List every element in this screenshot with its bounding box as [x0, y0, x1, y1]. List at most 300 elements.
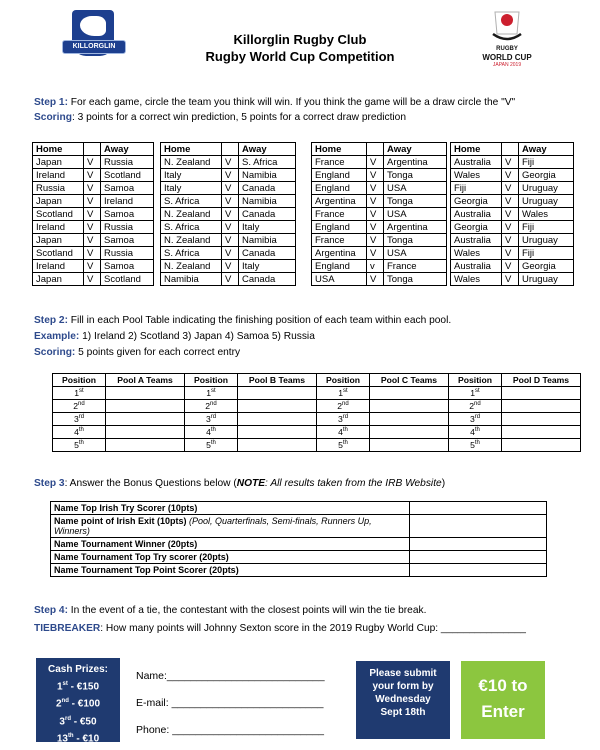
example-text: 1) Ireland 2) Scotland 3) Japan 4) Samoa 5) Russia [79, 331, 315, 342]
vs-marker[interactable]: V [222, 234, 239, 247]
away-team[interactable]: USA [384, 182, 447, 195]
prize-item [36, 729, 120, 746]
match-row [161, 208, 296, 221]
away-header: Away [101, 143, 154, 156]
away-team[interactable]: Italy [239, 221, 296, 234]
position-cell [449, 426, 502, 439]
vs-marker[interactable]: V [84, 221, 101, 234]
away-team[interactable]: Samoa [101, 182, 154, 195]
vs-header [502, 143, 519, 156]
vs-marker[interactable]: V [222, 273, 239, 286]
home-team[interactable]: S. Africa [161, 247, 222, 260]
bonus-answer-cell[interactable] [410, 502, 547, 515]
away-team[interactable]: USA [384, 208, 447, 221]
prize-rank-suffix: nd [61, 698, 69, 705]
match-row [312, 169, 447, 182]
rwc-logo-line3: JAPAN 2019 [492, 62, 522, 68]
away-header: Away [384, 143, 447, 156]
away-team[interactable]: Namibia [239, 195, 296, 208]
home-team[interactable]: Australia [451, 156, 502, 169]
away-team[interactable]: Tonga [384, 195, 447, 208]
entry-fee-line-2: Enter [481, 702, 525, 721]
home-team[interactable]: S. Africa [161, 195, 222, 208]
home-team[interactable]: Italy [161, 169, 222, 182]
step1-label: Step 1: [34, 97, 68, 108]
vs-marker[interactable]: V [367, 156, 384, 169]
prize-list [36, 677, 120, 746]
match-row [161, 273, 296, 286]
match-row [33, 247, 154, 260]
step2-text [34, 315, 451, 326]
vs-marker[interactable]: V [222, 169, 239, 182]
team-entry-cell[interactable] [370, 387, 449, 400]
pool-header: Pool A Teams [106, 374, 185, 387]
match-row [451, 156, 574, 169]
position-number: 2 [205, 401, 211, 411]
bonus-question-text: Name Tournament Winner (20pts) [54, 539, 198, 549]
vs-marker[interactable]: V [367, 221, 384, 234]
team-entry-cell[interactable] [370, 426, 449, 439]
home-team[interactable]: Italy [161, 182, 222, 195]
position-header: Position [53, 374, 106, 387]
team-entry-cell[interactable] [502, 426, 581, 439]
away-team[interactable]: Ireland [101, 195, 154, 208]
pool-header: Pool B Teams [238, 374, 317, 387]
position-suffix: st [79, 388, 84, 395]
vs-marker[interactable]: V [502, 195, 519, 208]
position-cell [53, 400, 106, 413]
position-cell [185, 426, 238, 439]
team-entry-cell[interactable] [106, 413, 185, 426]
position-cell [53, 426, 106, 439]
position-cell [449, 413, 502, 426]
position-cell [185, 400, 238, 413]
team-entry-cell[interactable] [238, 413, 317, 426]
match-table-2-wrap [160, 142, 296, 286]
bonus-question [51, 515, 410, 538]
match-row [451, 260, 574, 273]
home-team[interactable]: France [312, 208, 367, 221]
match-row [312, 234, 447, 247]
position-number: 3 [205, 414, 211, 424]
prize-rank: 2 [55, 698, 62, 710]
away-team[interactable]: Russia [101, 156, 154, 169]
position-suffix: rd [474, 414, 481, 421]
cash-prizes-title: Cash Prizes: [47, 664, 109, 675]
away-team[interactable]: Scotland [101, 169, 154, 182]
home-team[interactable]: N. Zealand [161, 260, 222, 273]
vs-marker[interactable]: V [84, 260, 101, 273]
home-team[interactable]: S. Africa [161, 221, 222, 234]
vs-marker[interactable]: V [222, 247, 239, 260]
team-entry-cell[interactable] [502, 400, 581, 413]
away-team[interactable]: Canada [239, 247, 296, 260]
step2-scoring-label: Scoring: [34, 347, 76, 358]
vs-marker[interactable]: V [502, 273, 519, 286]
position-suffix: th [78, 427, 84, 434]
vs-marker[interactable]: V [222, 182, 239, 195]
vs-marker[interactable]: V [222, 208, 239, 221]
match-row [451, 247, 574, 260]
home-team[interactable]: England [312, 221, 367, 234]
step2-example [34, 331, 315, 342]
position-number: 1 [470, 388, 476, 398]
vs-marker[interactable]: V [502, 247, 519, 260]
vs-marker[interactable]: V [84, 208, 101, 221]
away-team[interactable]: Fiji [519, 221, 574, 234]
bonus-row [51, 515, 547, 538]
match-row [451, 169, 574, 182]
home-team[interactable]: Ireland [33, 260, 84, 273]
vs-marker[interactable]: V [367, 169, 384, 182]
pool-row [53, 387, 581, 400]
note-text: : All results taken from the IRB Website [265, 478, 442, 489]
tiebreaker [34, 623, 526, 634]
away-team[interactable]: Uruguay [519, 182, 574, 195]
away-team[interactable]: Canada [239, 182, 296, 195]
vs-marker[interactable]: V [84, 169, 101, 182]
vs-marker[interactable]: V [84, 195, 101, 208]
away-team[interactable]: Fiji [519, 156, 574, 169]
match-row [33, 169, 154, 182]
bonus-question [51, 551, 410, 564]
submit-line-3: Wednesday [375, 694, 431, 705]
position-suffix: st [211, 388, 216, 395]
match-table-4-wrap [450, 142, 574, 286]
away-team[interactable]: Tonga [384, 169, 447, 182]
team-entry-cell[interactable] [106, 439, 185, 452]
match-row [161, 221, 296, 234]
team-entry-cell[interactable] [238, 387, 317, 400]
home-team[interactable]: England [312, 169, 367, 182]
away-team[interactable]: Wales [519, 208, 574, 221]
home-team[interactable]: Russia [33, 182, 84, 195]
vs-marker[interactable]: V [502, 156, 519, 169]
bonus-answer-cell[interactable] [410, 538, 547, 551]
vs-marker[interactable]: V [367, 182, 384, 195]
position-number: 1 [338, 388, 344, 398]
position-number: 2 [73, 401, 79, 411]
match-row [312, 156, 447, 169]
team-entry-cell[interactable] [106, 387, 185, 400]
home-team[interactable]: Ireland [33, 169, 84, 182]
away-team[interactable]: USA [384, 247, 447, 260]
away-team[interactable]: Tonga [384, 234, 447, 247]
home-team[interactable]: Ireland [33, 221, 84, 234]
away-team[interactable]: Canada [239, 273, 296, 286]
pool-row [53, 400, 581, 413]
vs-marker[interactable]: V [222, 221, 239, 234]
home-team[interactable]: N. Zealand [161, 234, 222, 247]
position-number: 4 [206, 427, 211, 437]
match-row [161, 247, 296, 260]
position-number: 3 [337, 414, 343, 424]
away-team[interactable]: Argentina [384, 221, 447, 234]
away-header: Away [519, 143, 574, 156]
step3-text-a: : Answer the Bonus Questions below ( [64, 478, 237, 489]
home-team[interactable]: Argentina [312, 247, 367, 260]
away-team[interactable]: Samoa [101, 260, 154, 273]
team-entry-cell[interactable] [238, 439, 317, 452]
away-team[interactable]: Georgia [519, 169, 574, 182]
team-entry-cell[interactable] [502, 439, 581, 452]
home-team[interactable]: Japan [33, 156, 84, 169]
home-team[interactable]: Australia [451, 234, 502, 247]
bonus-question-hint: (Pool, Quarterfinals, Semi-finals, Runners Up, Winners) [54, 516, 372, 536]
position-suffix: rd [342, 414, 349, 421]
position-suffix: nd [210, 401, 217, 408]
bonus-row [51, 538, 547, 551]
vs-marker[interactable]: V [502, 182, 519, 195]
bonus-question [51, 564, 410, 577]
home-team[interactable]: Australia [451, 208, 502, 221]
home-header: Home [161, 143, 222, 156]
position-number: 5 [470, 440, 475, 450]
home-team[interactable]: Scotland [33, 247, 84, 260]
home-team[interactable]: France [312, 156, 367, 169]
rwc-logo-line2: WORLD CUP [482, 53, 532, 62]
home-team[interactable]: Japan [33, 273, 84, 286]
home-team[interactable]: France [312, 234, 367, 247]
match-row [161, 156, 296, 169]
position-suffix: nd [474, 401, 481, 408]
match-row [312, 195, 447, 208]
note-label: NOTE [236, 478, 266, 489]
team-entry-cell[interactable] [370, 413, 449, 426]
bonus-question [51, 538, 410, 551]
position-suffix: th [210, 440, 216, 447]
match-row [312, 273, 447, 286]
bonus-question [51, 502, 410, 515]
position-cell [185, 413, 238, 426]
vs-marker[interactable]: V [222, 156, 239, 169]
match-row [312, 182, 447, 195]
away-team[interactable]: Namibia [239, 234, 296, 247]
team-entry-cell[interactable] [502, 413, 581, 426]
away-team[interactable]: Italy [239, 260, 296, 273]
home-team[interactable]: Namibia [161, 273, 222, 286]
home-team[interactable]: Georgia [451, 195, 502, 208]
match-row [161, 234, 296, 247]
away-team[interactable]: Samoa [101, 208, 154, 221]
prize-amount: - €50 [70, 715, 97, 727]
position-cell [449, 439, 502, 452]
home-team[interactable]: England [312, 182, 367, 195]
match-row [161, 169, 296, 182]
vs-header [84, 143, 101, 156]
phone-field[interactable]: Phone: __________________________ [136, 724, 325, 736]
team-entry-cell[interactable] [106, 400, 185, 413]
away-team[interactable]: Russia [101, 247, 154, 260]
match-row [312, 221, 447, 234]
match-table-pool-b [160, 142, 296, 286]
step1-scoring [34, 112, 406, 123]
vs-marker[interactable]: V [502, 234, 519, 247]
step1-scoring-text: : 3 points for a correct win prediction, 5 points for a correct draw prediction [71, 112, 407, 123]
step4-label: Step 4: [34, 605, 68, 616]
position-cell [53, 387, 106, 400]
pool-table [52, 373, 581, 452]
vs-marker[interactable]: V [84, 156, 101, 169]
vs-marker[interactable]: V [222, 260, 239, 273]
bonus-question-text: Name Tournament Top Point Scorer (20pts) [54, 565, 239, 575]
away-team[interactable]: Argentina [384, 156, 447, 169]
match-row [33, 260, 154, 273]
vs-marker[interactable]: V [84, 234, 101, 247]
home-team[interactable]: Japan [33, 234, 84, 247]
bonus-question-text: Name Top Irish Try Scorer (10pts) [54, 503, 198, 513]
home-header: Home [451, 143, 502, 156]
position-cell [53, 439, 106, 452]
vs-marker[interactable]: V [502, 260, 519, 273]
home-header: Home [312, 143, 367, 156]
tiebreaker-label: TIEBREAKER [34, 623, 101, 634]
away-team[interactable]: Uruguay [519, 195, 574, 208]
away-team[interactable]: Canada [239, 208, 296, 221]
bonus-answer-cell[interactable] [410, 564, 547, 577]
home-header: Home [33, 143, 84, 156]
vs-marker[interactable]: V [367, 273, 384, 286]
vs-marker[interactable]: V [502, 169, 519, 182]
match-row [312, 208, 447, 221]
position-suffix: th [210, 427, 216, 434]
step1-text [34, 97, 515, 108]
away-team[interactable]: Uruguay [519, 234, 574, 247]
vs-marker[interactable]: V [84, 247, 101, 260]
bonus-answer-cell[interactable] [410, 551, 547, 564]
position-suffix: rd [210, 414, 217, 421]
away-team[interactable]: Uruguay [519, 273, 574, 286]
match-row [161, 195, 296, 208]
position-cell [449, 387, 502, 400]
vs-marker[interactable]: V [502, 221, 519, 234]
tiebreaker-text: : How many points will Johnny Sexton score in the 2019 Rugby World Cup: _______________ [100, 623, 526, 634]
home-team[interactable]: Argentina [312, 195, 367, 208]
home-team[interactable]: Fiji [451, 182, 502, 195]
position-number: 1 [206, 388, 212, 398]
match-row [161, 260, 296, 273]
position-cell [317, 400, 370, 413]
vs-marker[interactable]: V [84, 182, 101, 195]
team-entry-cell[interactable] [106, 426, 185, 439]
position-number: 4 [338, 427, 343, 437]
away-team[interactable]: Russia [101, 221, 154, 234]
match-row [33, 221, 154, 234]
home-team[interactable]: Georgia [451, 221, 502, 234]
away-team[interactable]: France [384, 260, 447, 273]
vs-marker[interactable]: V [502, 208, 519, 221]
cash-prizes-box [36, 658, 120, 745]
match-table-1-wrap [32, 142, 154, 286]
position-number: 5 [206, 440, 211, 450]
step2-label: Step 2: [34, 315, 68, 326]
prize-item [36, 694, 120, 711]
home-team[interactable]: N. Zealand [161, 156, 222, 169]
position-number: 5 [338, 440, 343, 450]
step1-scoring-label: Scoring [34, 112, 72, 123]
step4-instruction: In the event of a tie, the contestant with the closest points will win the tie break. [67, 605, 427, 616]
vs-marker[interactable]: V [222, 195, 239, 208]
home-team[interactable]: Japan [33, 195, 84, 208]
position-suffix: st [343, 388, 348, 395]
home-team[interactable]: USA [312, 273, 367, 286]
match-table-3-wrap [311, 142, 447, 286]
away-team[interactable]: Samoa [101, 234, 154, 247]
pool-table-wrap [52, 373, 581, 452]
match-row [451, 221, 574, 234]
team-entry-cell[interactable] [238, 400, 317, 413]
vs-marker[interactable]: v [367, 260, 384, 273]
home-team[interactable]: Australia [451, 260, 502, 273]
bonus-table-wrap [50, 501, 547, 577]
vs-marker[interactable]: V [367, 234, 384, 247]
position-suffix: th [474, 440, 480, 447]
home-team[interactable]: England [312, 260, 367, 273]
home-team[interactable]: Scotland [33, 208, 84, 221]
away-team[interactable]: Tonga [384, 273, 447, 286]
vs-marker[interactable]: V [84, 273, 101, 286]
match-row [33, 234, 154, 247]
vs-header [367, 143, 384, 156]
position-suffix: th [342, 427, 348, 434]
vs-marker[interactable]: V [367, 208, 384, 221]
position-header: Position [449, 374, 502, 387]
bonus-row [51, 502, 547, 515]
submit-line-2: your form by [372, 681, 434, 692]
away-team[interactable]: Georgia [519, 260, 574, 273]
home-team[interactable]: N. Zealand [161, 208, 222, 221]
home-team[interactable]: Wales [451, 169, 502, 182]
pool-row [53, 413, 581, 426]
team-entry-cell[interactable] [238, 426, 317, 439]
away-team[interactable]: S. Africa [239, 156, 296, 169]
email-field[interactable]: E-mail: __________________________ [136, 697, 324, 709]
home-team[interactable]: Wales [451, 273, 502, 286]
competition-title: Rugby World Cup Competition [205, 49, 395, 64]
position-number: 3 [469, 414, 475, 424]
away-team[interactable]: Namibia [239, 169, 296, 182]
submit-line-1: Please submit [369, 668, 437, 679]
away-team[interactable]: Scotland [101, 273, 154, 286]
club-name: Killorglin Rugby Club [233, 32, 367, 47]
bonus-answer-cell[interactable] [410, 515, 547, 538]
position-header: Position [185, 374, 238, 387]
prize-amount: - €10 [73, 733, 100, 745]
away-team[interactable]: Fiji [519, 247, 574, 260]
team-entry-cell[interactable] [370, 400, 449, 413]
match-row [451, 208, 574, 221]
prize-amount: - €150 [67, 681, 100, 693]
pool-header-row [53, 374, 581, 387]
home-team[interactable]: Wales [451, 247, 502, 260]
team-entry-cell[interactable] [502, 387, 581, 400]
pool-row [53, 426, 581, 439]
position-suffix: th [78, 440, 84, 447]
position-number: 3 [73, 414, 79, 424]
match-row [451, 182, 574, 195]
prize-rank-suffix: rd [64, 715, 71, 722]
position-suffix: nd [342, 401, 349, 408]
position-cell [185, 439, 238, 452]
match-row [451, 195, 574, 208]
vs-marker[interactable]: V [367, 247, 384, 260]
vs-marker[interactable]: V [367, 195, 384, 208]
match-row [451, 273, 574, 286]
position-cell [185, 387, 238, 400]
team-entry-cell[interactable] [370, 439, 449, 452]
match-row [33, 182, 154, 195]
name-field[interactable]: Name:___________________________ [136, 670, 325, 682]
